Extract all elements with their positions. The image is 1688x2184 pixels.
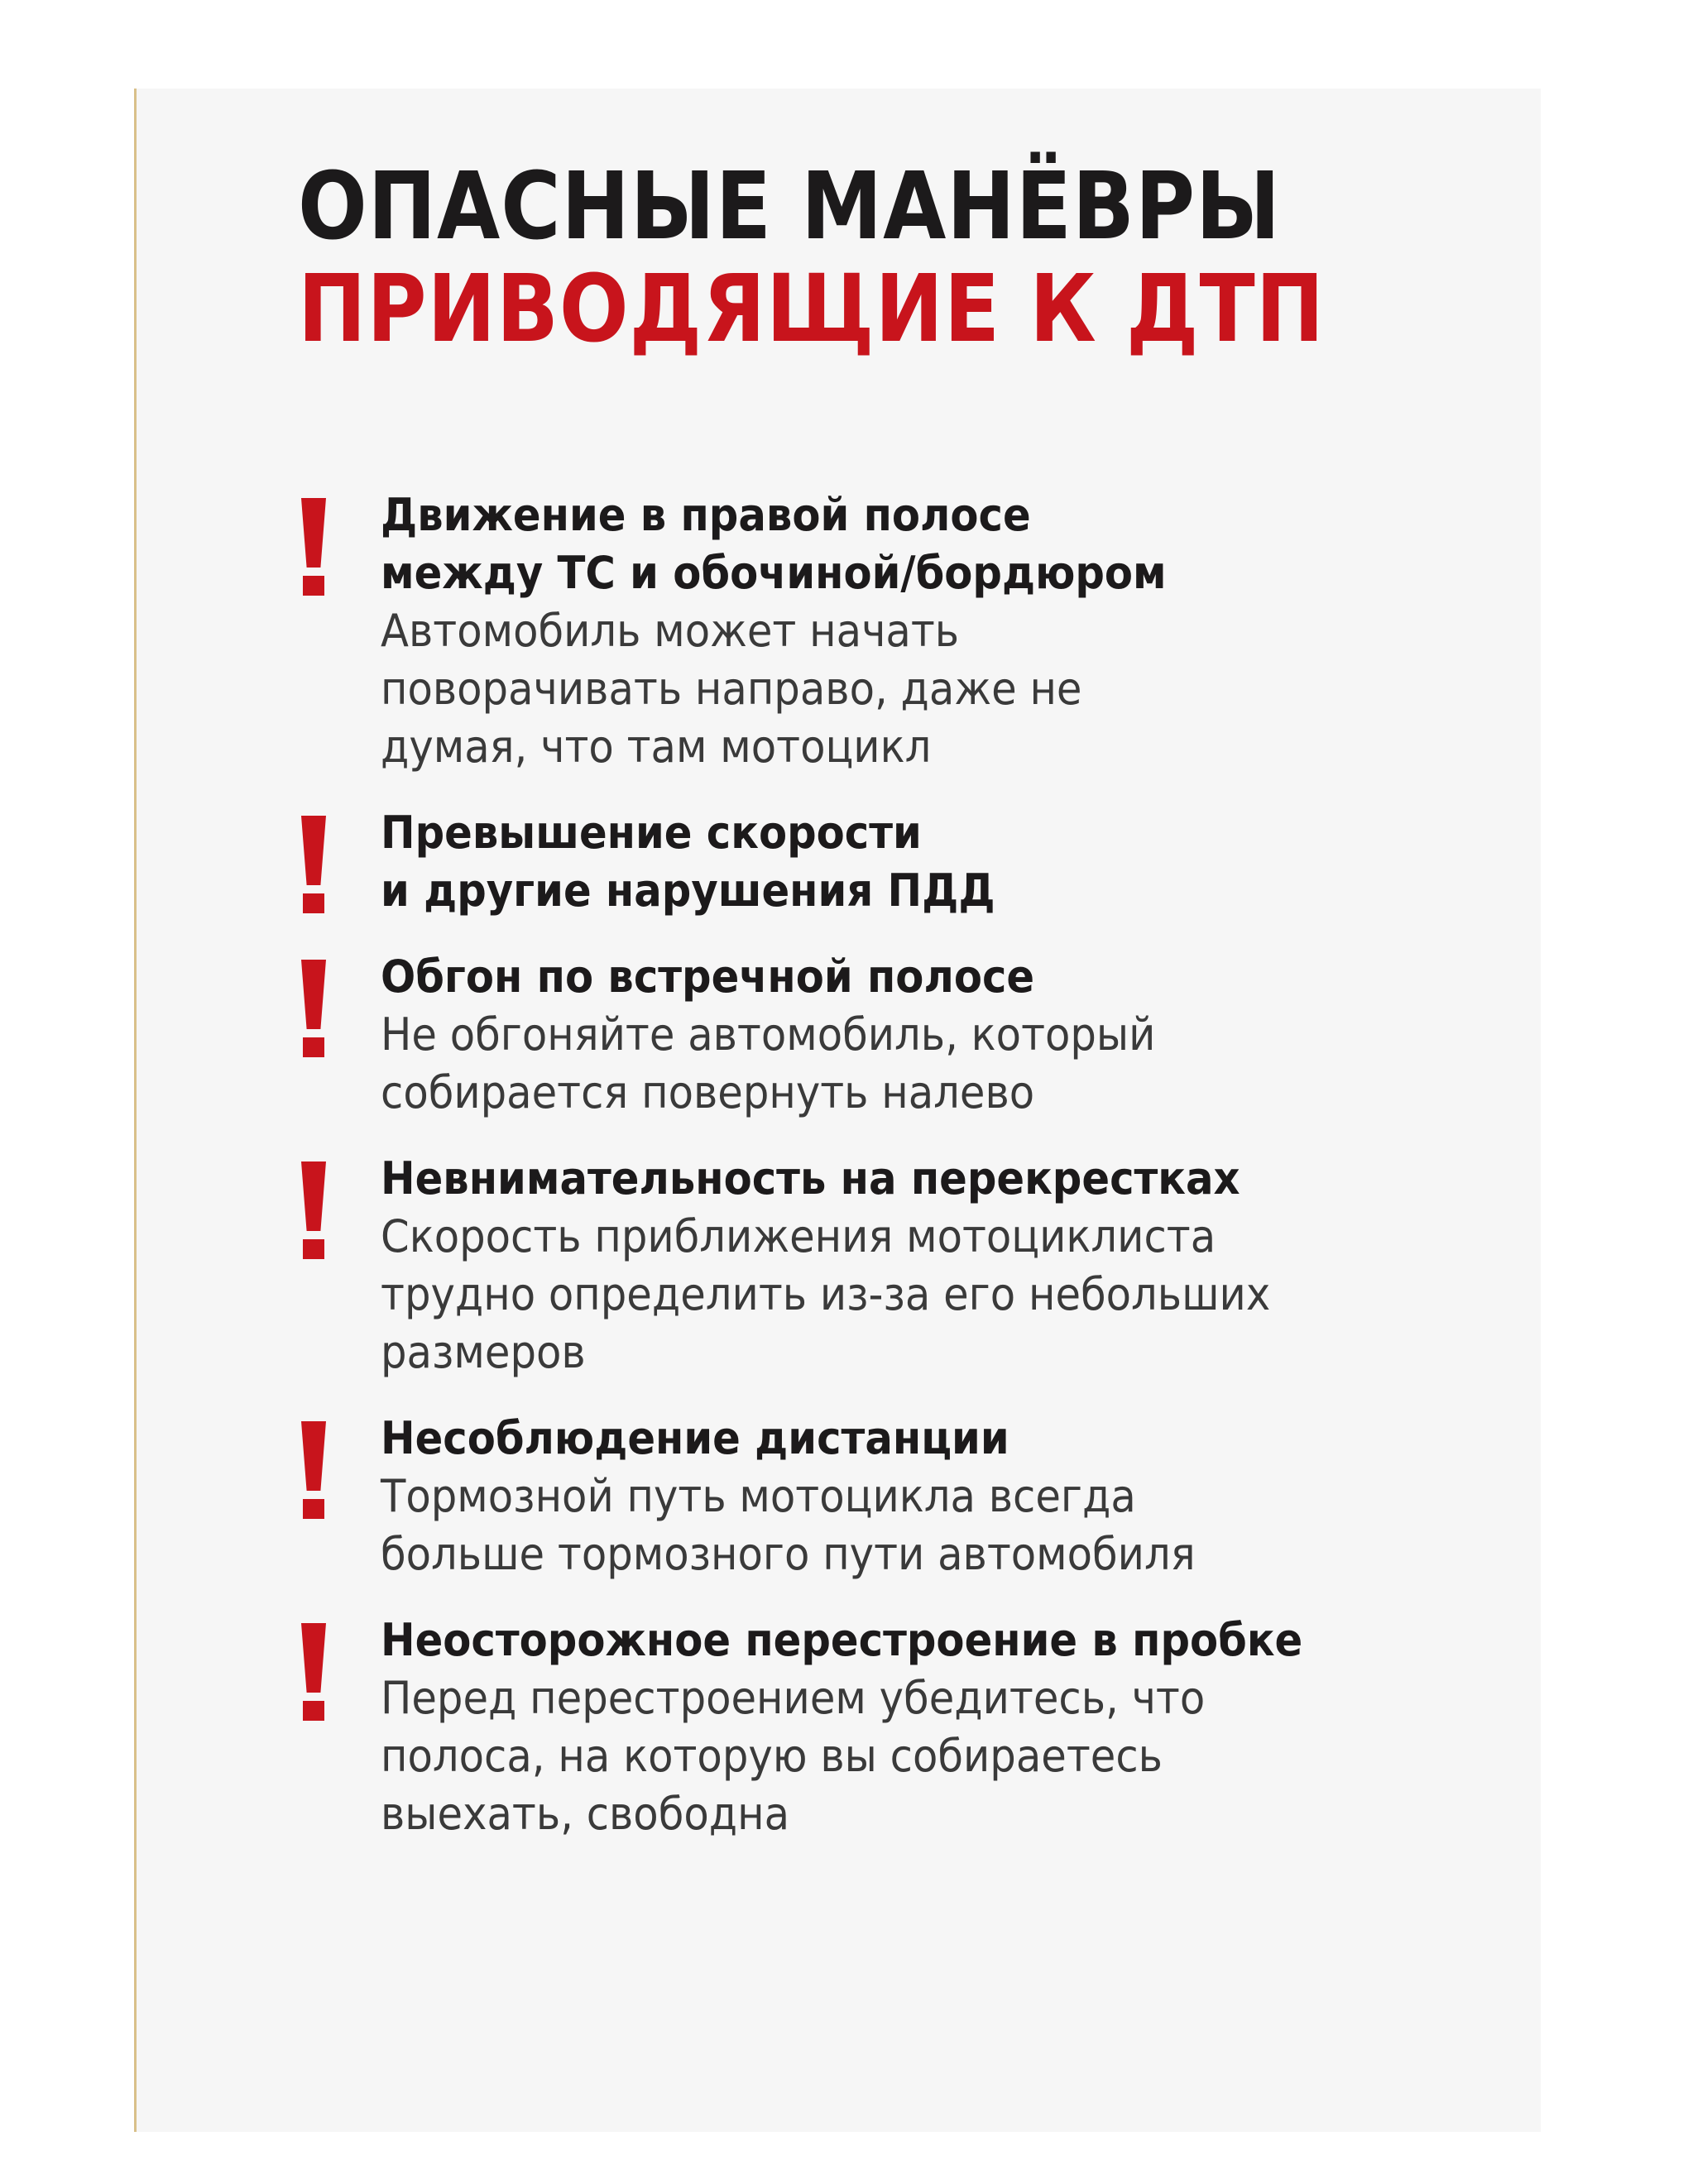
exclamation-icon <box>298 1421 329 1519</box>
item-heading: Неосторожное перестроение в пробке <box>381 1614 1303 1666</box>
exclamation-icon <box>298 498 329 596</box>
title-line-2: ПРИВОДЯЩИЕ К ДТП <box>298 256 1326 363</box>
item-heading: Превышение скорости и другие нарушения ПДД <box>381 807 995 917</box>
exclamation-icon <box>298 1161 329 1259</box>
list-item <box>298 486 1539 776</box>
list-item <box>298 948 1539 1122</box>
item-description: Перед перестроением убедитесь, что полоса, на которую вы собираетесь выехать, свободна <box>381 1672 1206 1840</box>
title-line-1: ОПАСНЫЕ МАНЁВРЫ <box>298 153 1281 261</box>
maneuver-list <box>298 486 1539 1843</box>
item-description: Не обгоняйте автомобиль, который собирается повернуть налево <box>381 1008 1156 1118</box>
item-description: Автомобиль может начать поворачивать направо, даже не думая, что там мотоцикл <box>381 605 1082 773</box>
list-item <box>298 1150 1539 1382</box>
item-heading: Невнимательность на перекрестках <box>381 1152 1240 1205</box>
sheet-edge <box>134 89 137 2132</box>
item-description: Скорость приближения мотоциклиста трудно определить из-за его небольших размеров <box>381 1210 1271 1378</box>
exclamation-icon <box>298 1623 329 1721</box>
item-heading: Обгон по встречной полосе <box>381 951 1035 1003</box>
exclamation-icon <box>298 816 329 913</box>
item-heading: Несоблюдение дистанции <box>381 1412 1009 1464</box>
poster-title <box>298 153 1354 363</box>
list-item <box>298 804 1539 920</box>
item-heading: Движение в правой полосе между ТС и обочиной/бордюром <box>381 489 1167 599</box>
item-description: Тормозной путь мотоцикла всегда больше тормозного пути автомобиля <box>381 1470 1196 1580</box>
list-item <box>298 1410 1539 1583</box>
list-item <box>298 1612 1539 1843</box>
exclamation-icon <box>298 960 329 1057</box>
